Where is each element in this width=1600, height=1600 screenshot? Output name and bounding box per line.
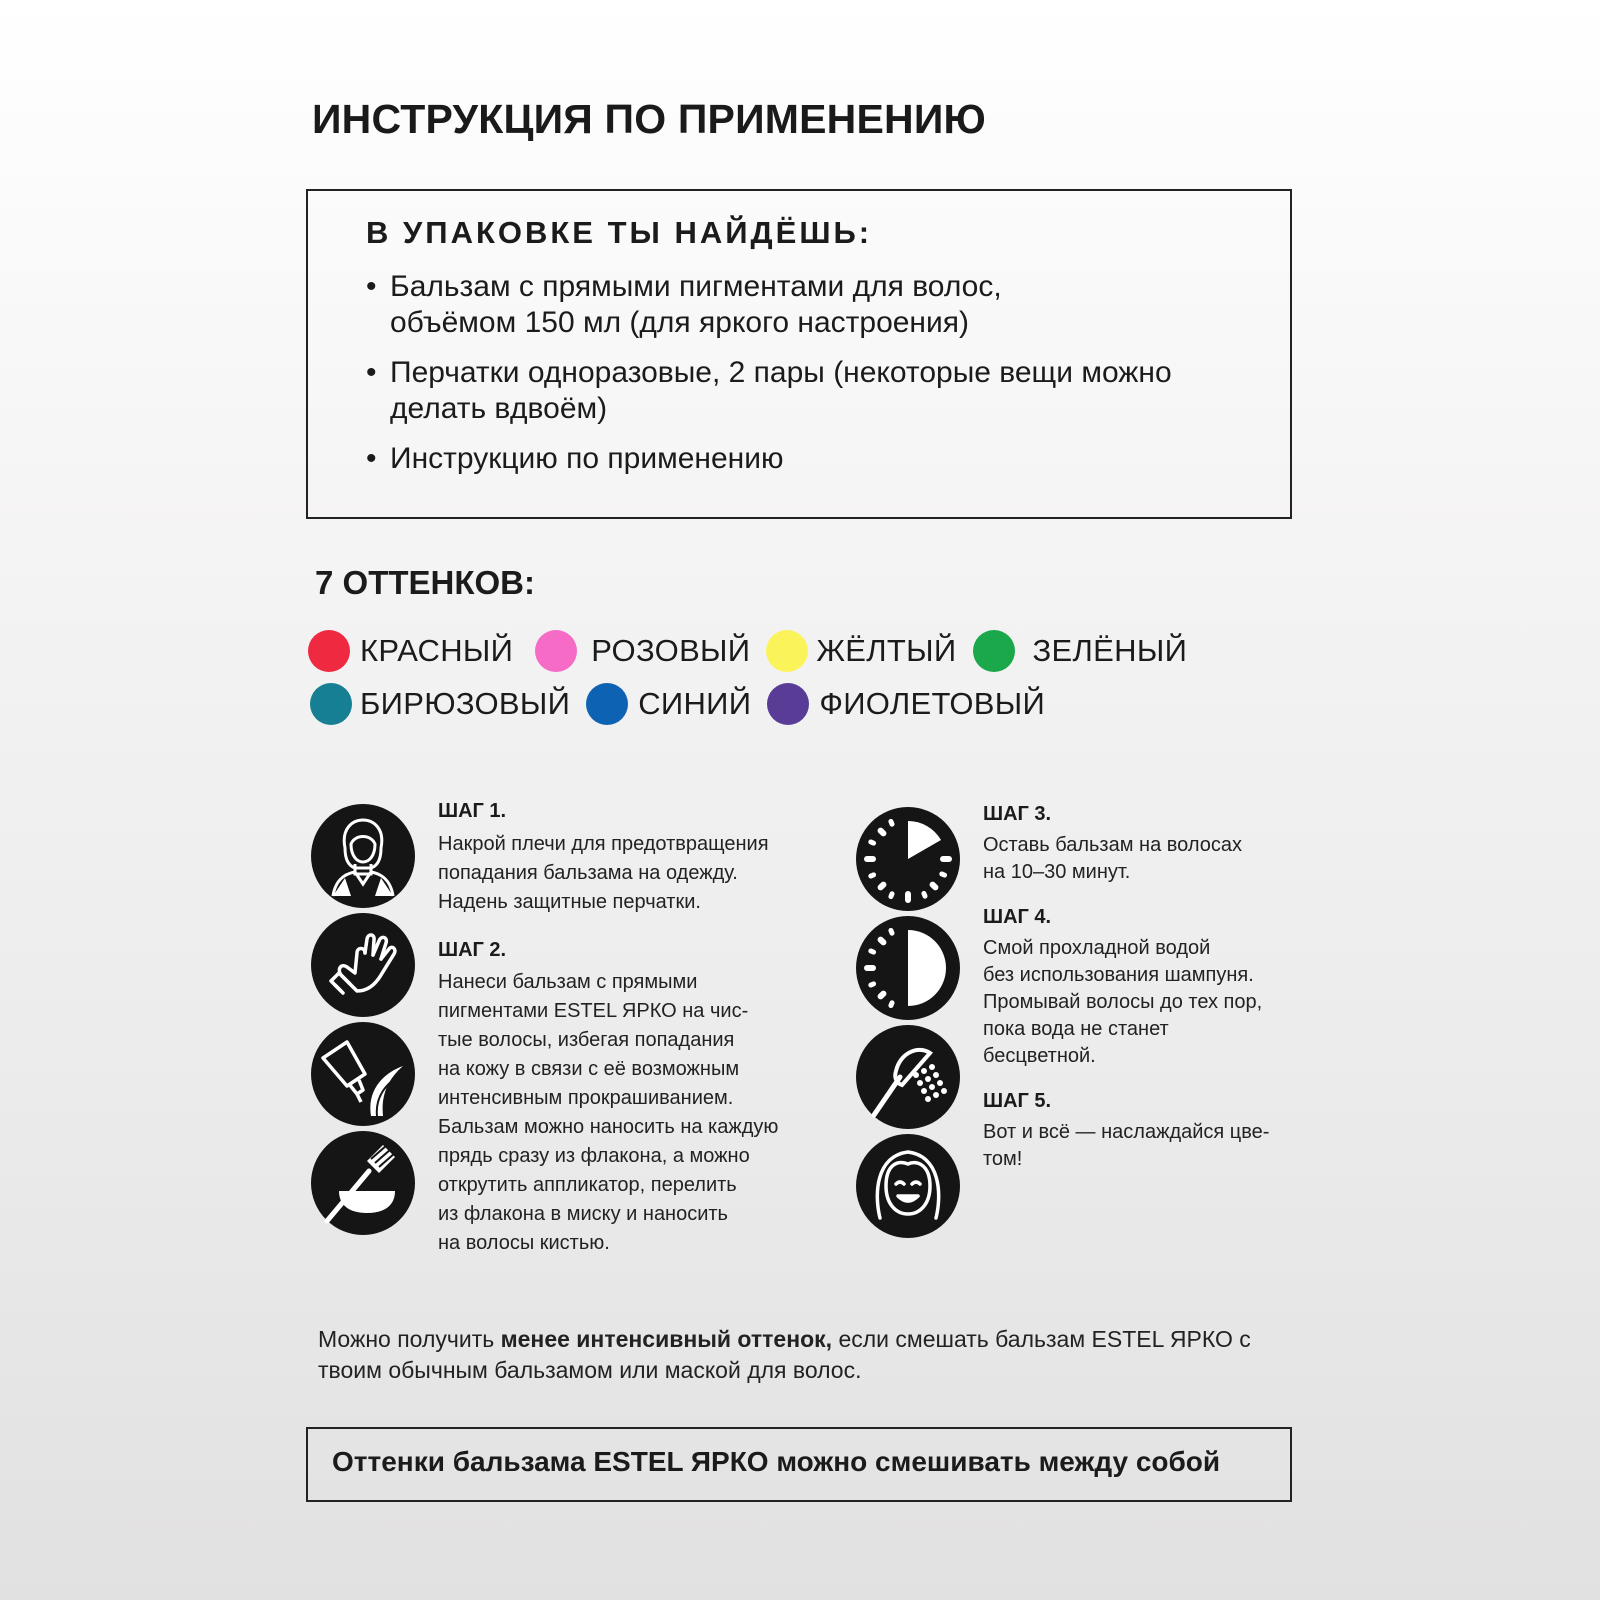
mix-note-text: Оттенки бальзама ESTEL ЯРКО можно смешивать между собой [332, 1446, 1221, 1477]
mix-note-box [306, 1427, 1292, 1502]
step-2-text: Нанеси бальзам с прямыми пигментами ESTEL ЯРКО на чис- тые волосы, избегая попадания на кожу в связи с её возможным интенсивным прокрашиванием. Бальзам можно наносить на каждую прядь сразу из флакона, а можно открутить аппликатор, перелить из флакона в миску и наносить на волосы кистью. [438, 971, 779, 1254]
note-emphasis: менее интенсивный оттенок, [500, 1326, 833, 1352]
list-item: • Инструкцию по применению [366, 441, 1266, 477]
pink-dot [535, 630, 577, 672]
shower-icon [856, 1025, 960, 1129]
shade-red: КРАСНЫЙ [308, 630, 513, 672]
violet-dot [767, 683, 809, 725]
timer-quarter-icon [856, 807, 960, 911]
glove-icon [311, 913, 415, 1017]
step-1-title: ШАГ 1. [438, 800, 507, 822]
bottle-applicator-icon [311, 1022, 415, 1126]
package-list [366, 269, 1266, 491]
bowl-brush-icon [311, 1131, 415, 1235]
list-item: • Перчатки одноразовые, 2 пары (некоторые вещи можно делать вдвоём) [366, 355, 1266, 427]
shades-heading: 7 ОТТЕНКОВ: [315, 564, 535, 601]
green-dot [973, 630, 1015, 672]
shade-yellow: ЖЁЛТЫЙ [766, 630, 956, 672]
step-3-text: Оставь бальзам на волосах на 10–30 минут. [983, 834, 1242, 883]
step-5-title: ШАГ 5. [983, 1090, 1052, 1112]
timer-half-icon [856, 916, 960, 1020]
shade-green: ЗЕЛЁНЫЙ [973, 630, 1188, 672]
step-3-title: ШАГ 3. [983, 803, 1052, 825]
step-4-text: Смой прохладной водой без использования шампуня. Промывай волосы до тех пор, пока вода не станет бесцветной. [983, 937, 1263, 1067]
shades-row-1 [308, 630, 1203, 672]
shade-violet: ФИОЛЕТОВЫЙ [767, 683, 1045, 725]
step-4-title: ШАГ 4. [983, 906, 1052, 928]
step-2-title: ШАГ 2. [438, 939, 507, 961]
woman-cape-icon [311, 804, 415, 908]
page-title: ИНСТРУКЦИЯ ПО ПРИМЕНЕНИЮ [312, 96, 986, 142]
turquoise-dot [310, 683, 352, 725]
step-5-text: Вот и всё — наслаждайся цве- том! [983, 1121, 1270, 1170]
happy-woman-icon [856, 1134, 960, 1238]
shade-blue: СИНИЙ [586, 683, 751, 725]
shade-turquoise: БИРЮЗОВЫЙ [310, 683, 570, 725]
package-contents-box [306, 189, 1292, 519]
package-heading: В УПАКОВКЕ ТЫ НАЙДЁШЬ: [366, 215, 873, 250]
list-item: • Бальзам с прямыми пигментами для волос, объёмом 150 мл (для яркого настроения) [366, 269, 1266, 341]
yellow-dot [766, 630, 808, 672]
blue-dot [586, 683, 628, 725]
red-dot [308, 630, 350, 672]
shade-pink: РОЗОВЫЙ [535, 630, 750, 672]
shades-row-2 [310, 683, 1061, 725]
intensity-note: Можно получить менее интенсивный оттенок, если смешать бальзам ESTEL ЯРКО с твоим обычным бальзамом или маской для волос. [318, 1326, 1251, 1383]
step-1-text: Накрой плечи для предотвращения попадания бальзама на одежду. Надень защитные перчатки. [438, 833, 769, 913]
